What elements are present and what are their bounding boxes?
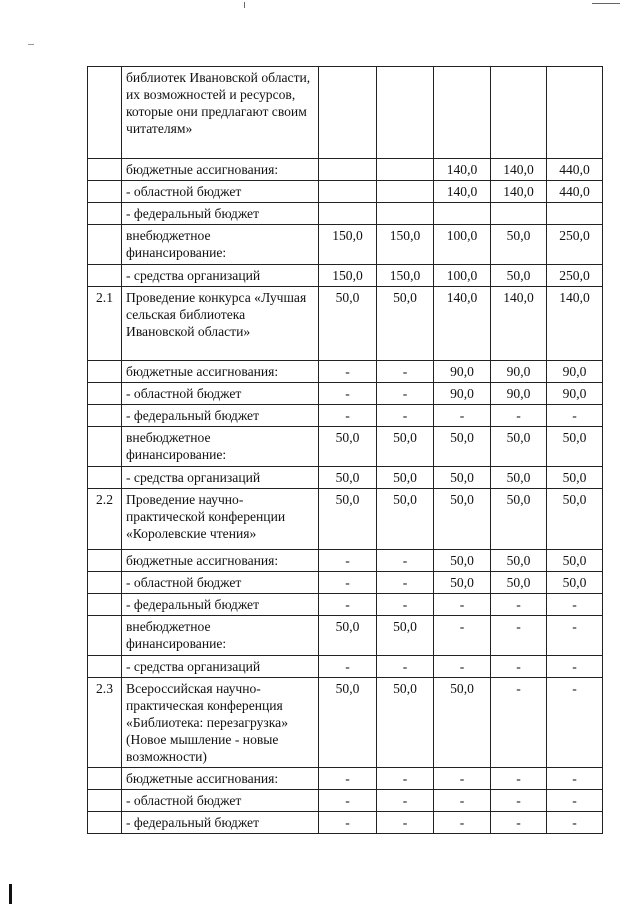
value-cell: 90,0	[547, 383, 603, 405]
row-number	[88, 405, 122, 427]
value-cell: 440,0	[547, 181, 603, 203]
row-number	[88, 550, 122, 572]
row-label: - средства организаций	[122, 467, 319, 489]
value-cell: 50,0	[491, 225, 547, 265]
table-row	[88, 550, 603, 572]
row-label: Проведение научно-практической конференции «Королевские чтения»	[122, 489, 319, 550]
value-cell: -	[319, 383, 377, 405]
table-row	[88, 225, 603, 265]
value-cell: -	[491, 768, 547, 790]
table-row	[88, 678, 603, 768]
value-cell: 50,0	[319, 489, 377, 550]
row-label: Проведение конкурса «Лучшая сельская библиотека Ивановской области»	[122, 287, 319, 361]
row-number	[88, 467, 122, 489]
value-cell: -	[491, 594, 547, 616]
table-row	[88, 287, 603, 361]
value-cell: -	[319, 361, 377, 383]
row-number	[88, 594, 122, 616]
value-cell	[319, 67, 377, 159]
value-cell: -	[434, 594, 491, 616]
value-cell: 440,0	[547, 159, 603, 181]
value-cell: 140,0	[434, 159, 491, 181]
value-cell: 90,0	[491, 361, 547, 383]
row-label: бюджетные ассигнования:	[122, 159, 319, 181]
value-cell: -	[547, 594, 603, 616]
value-cell: -	[319, 594, 377, 616]
row-number	[88, 768, 122, 790]
value-cell: 50,0	[547, 427, 603, 467]
value-cell	[377, 181, 434, 203]
value-cell: 50,0	[319, 287, 377, 361]
value-cell: -	[319, 405, 377, 427]
table-row	[88, 159, 603, 181]
value-cell: -	[491, 656, 547, 678]
row-label: внебюджетное финансирование:	[122, 616, 319, 656]
row-label: бюджетные ассигнования:	[122, 768, 319, 790]
value-cell: 250,0	[547, 265, 603, 287]
value-cell: -	[491, 790, 547, 812]
row-number	[88, 67, 122, 159]
value-cell: 90,0	[547, 361, 603, 383]
value-cell: -	[377, 594, 434, 616]
table-row	[88, 572, 603, 594]
row-number: 2.3	[88, 678, 122, 768]
value-cell: 50,0	[491, 467, 547, 489]
row-label: - средства организаций	[122, 265, 319, 287]
table-row	[88, 616, 603, 656]
row-label: - областной бюджет	[122, 181, 319, 203]
scan-mark-left	[28, 44, 34, 45]
value-cell: -	[377, 361, 434, 383]
value-cell: -	[491, 616, 547, 656]
value-cell: 50,0	[377, 287, 434, 361]
budget-table	[87, 66, 603, 834]
row-number	[88, 265, 122, 287]
value-cell	[377, 203, 434, 225]
value-cell: 50,0	[434, 678, 491, 768]
row-label: - областной бюджет	[122, 383, 319, 405]
value-cell	[491, 203, 547, 225]
value-cell: 140,0	[547, 287, 603, 361]
value-cell: 150,0	[377, 225, 434, 265]
value-cell: 50,0	[547, 489, 603, 550]
row-number	[88, 383, 122, 405]
value-cell: -	[434, 616, 491, 656]
table-row	[88, 467, 603, 489]
value-cell: -	[547, 405, 603, 427]
value-cell: -	[547, 616, 603, 656]
value-cell: 50,0	[319, 427, 377, 467]
value-cell: 50,0	[377, 467, 434, 489]
value-cell: 50,0	[491, 489, 547, 550]
value-cell: -	[434, 790, 491, 812]
value-cell: -	[491, 812, 547, 834]
value-cell: 50,0	[434, 427, 491, 467]
value-cell: 50,0	[491, 265, 547, 287]
value-cell: 50,0	[491, 550, 547, 572]
row-number	[88, 159, 122, 181]
row-number	[88, 656, 122, 678]
value-cell: -	[377, 812, 434, 834]
row-number	[88, 790, 122, 812]
value-cell: -	[319, 550, 377, 572]
scan-mark-top-right	[592, 3, 620, 4]
value-cell: 50,0	[319, 678, 377, 768]
value-cell	[434, 203, 491, 225]
value-cell: -	[377, 405, 434, 427]
row-number	[88, 203, 122, 225]
table-row	[88, 405, 603, 427]
row-label: - средства организаций	[122, 656, 319, 678]
value-cell	[491, 67, 547, 159]
row-number	[88, 427, 122, 467]
value-cell: -	[434, 768, 491, 790]
value-cell: 50,0	[491, 427, 547, 467]
value-cell: -	[377, 656, 434, 678]
table-row	[88, 181, 603, 203]
value-cell: -	[547, 790, 603, 812]
table-row	[88, 656, 603, 678]
value-cell: 50,0	[434, 467, 491, 489]
value-cell: 140,0	[491, 159, 547, 181]
value-cell	[319, 159, 377, 181]
value-cell: -	[491, 678, 547, 768]
value-cell: -	[319, 812, 377, 834]
value-cell: 100,0	[434, 225, 491, 265]
row-number: 2.2	[88, 489, 122, 550]
row-label: бюджетные ассигнования:	[122, 550, 319, 572]
row-number	[88, 812, 122, 834]
value-cell: 90,0	[434, 383, 491, 405]
value-cell	[547, 67, 603, 159]
row-label: бюджетные ассигнования:	[122, 361, 319, 383]
row-number	[88, 616, 122, 656]
value-cell: -	[547, 812, 603, 834]
value-cell: 100,0	[434, 265, 491, 287]
value-cell: -	[377, 790, 434, 812]
table-row	[88, 265, 603, 287]
value-cell: 50,0	[547, 467, 603, 489]
row-label: внебюджетное финансирование:	[122, 427, 319, 467]
row-label: Всероссийская научно-практическая конференция «Библиотека: перезагрузка» (Новое мышление - новые возможности)	[122, 678, 319, 768]
row-number	[88, 225, 122, 265]
value-cell: 50,0	[377, 427, 434, 467]
value-cell: -	[377, 572, 434, 594]
value-cell: -	[319, 768, 377, 790]
table-row	[88, 489, 603, 550]
row-number	[88, 181, 122, 203]
value-cell: -	[434, 812, 491, 834]
scan-mark-top	[244, 2, 245, 8]
row-number	[88, 572, 122, 594]
table-row	[88, 203, 603, 225]
row-label: - областной бюджет	[122, 790, 319, 812]
value-cell: 50,0	[377, 489, 434, 550]
value-cell: -	[547, 656, 603, 678]
value-cell: -	[434, 656, 491, 678]
value-cell: -	[377, 550, 434, 572]
row-label: - федеральный бюджет	[122, 594, 319, 616]
value-cell	[377, 67, 434, 159]
value-cell: 50,0	[319, 616, 377, 656]
row-label: - федеральный бюджет	[122, 812, 319, 834]
value-cell: 50,0	[491, 572, 547, 594]
value-cell: 140,0	[491, 287, 547, 361]
row-number	[88, 361, 122, 383]
value-cell: 50,0	[319, 467, 377, 489]
value-cell: -	[319, 790, 377, 812]
table-row	[88, 67, 603, 159]
value-cell: 90,0	[434, 361, 491, 383]
table-row	[88, 768, 603, 790]
row-label: библиотек Ивановской области, их возможностей и ресурсов, которые они предлагают своим читателям»	[122, 67, 319, 159]
value-cell	[377, 159, 434, 181]
row-label: - федеральный бюджет	[122, 405, 319, 427]
value-cell: -	[547, 768, 603, 790]
value-cell: 150,0	[377, 265, 434, 287]
row-label: - областной бюджет	[122, 572, 319, 594]
value-cell: -	[319, 656, 377, 678]
value-cell: -	[491, 405, 547, 427]
value-cell: 140,0	[491, 181, 547, 203]
value-cell	[434, 67, 491, 159]
value-cell: -	[434, 405, 491, 427]
value-cell: 50,0	[434, 572, 491, 594]
value-cell: -	[319, 572, 377, 594]
value-cell	[547, 203, 603, 225]
value-cell: 50,0	[434, 489, 491, 550]
value-cell: 150,0	[319, 265, 377, 287]
value-cell: 50,0	[434, 550, 491, 572]
table-row	[88, 361, 603, 383]
value-cell: 90,0	[491, 383, 547, 405]
table-row	[88, 812, 603, 834]
table-row	[88, 790, 603, 812]
table-row	[88, 594, 603, 616]
row-number: 2.1	[88, 287, 122, 361]
value-cell: -	[377, 768, 434, 790]
value-cell	[319, 203, 377, 225]
row-label: - федеральный бюджет	[122, 203, 319, 225]
value-cell: -	[547, 678, 603, 768]
table-row	[88, 383, 603, 405]
budget-table-body	[88, 67, 603, 834]
page-edge-mark	[9, 884, 12, 904]
value-cell	[319, 181, 377, 203]
value-cell: 50,0	[377, 616, 434, 656]
value-cell: 140,0	[434, 287, 491, 361]
value-cell: 250,0	[547, 225, 603, 265]
row-label: внебюджетное финансирование:	[122, 225, 319, 265]
value-cell: -	[377, 383, 434, 405]
table-row	[88, 427, 603, 467]
value-cell: 50,0	[547, 550, 603, 572]
value-cell: 50,0	[377, 678, 434, 768]
value-cell: 50,0	[547, 572, 603, 594]
value-cell: 140,0	[434, 181, 491, 203]
value-cell: 150,0	[319, 225, 377, 265]
